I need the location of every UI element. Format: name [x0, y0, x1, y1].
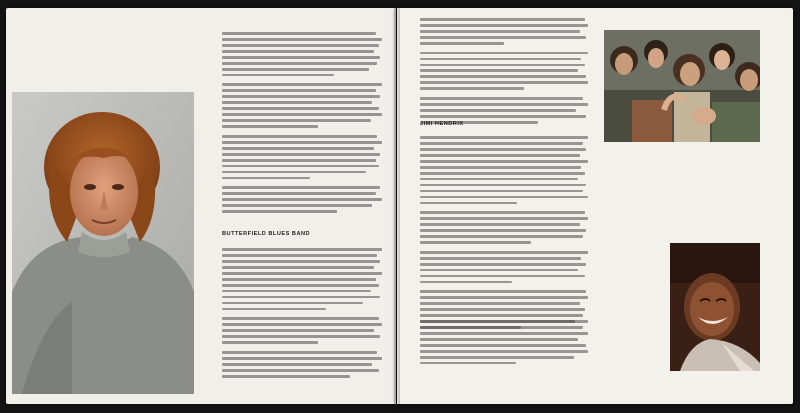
portrait-photo-left — [12, 92, 194, 394]
portrait-photo-right — [670, 243, 760, 371]
text-column-right-main — [420, 136, 588, 332]
butterfield-blues-band-heading: BUTTERFIELD BLUES BAND — [222, 231, 311, 237]
book-spine — [394, 8, 400, 404]
crowd-photo — [604, 30, 760, 142]
text-column-upper-left — [222, 32, 382, 216]
text-column-lower-left — [222, 248, 382, 381]
text-column-right-upper — [420, 18, 588, 127]
jimi-hendrix-heading: JIMI HENDRIX — [420, 121, 464, 127]
text-column-right-lower — [420, 320, 660, 368]
